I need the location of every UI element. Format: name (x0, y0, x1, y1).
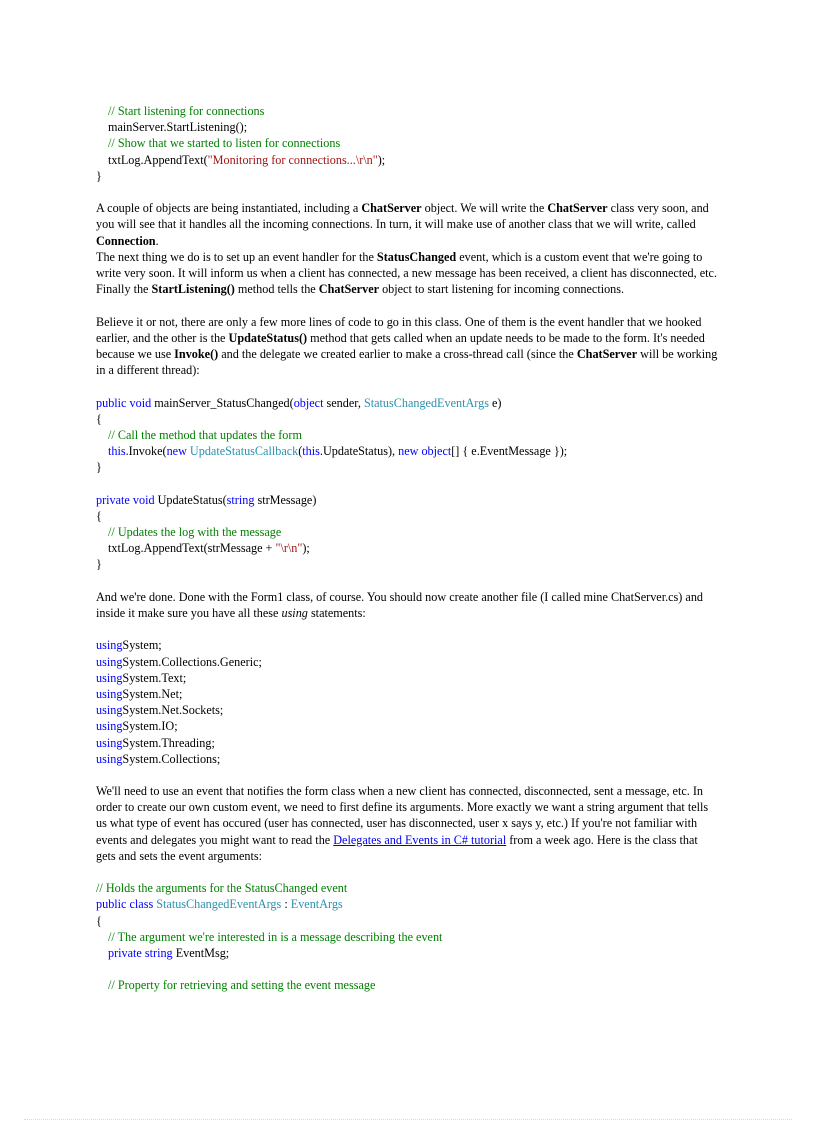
code-text: ); (377, 152, 386, 167)
code-comment: // Property for retrieving and setting the event message (108, 978, 376, 993)
using-line: usingSystem.Collections.Generic; (96, 654, 262, 669)
code-line: txtLog.AppendText(strMessage + "\r\n"); (108, 541, 310, 556)
paragraph-done: And we're done. Done with the Form1 class, of course. You should now create another file (I called mine ChatServer.cs) and inside it make sure you have all these using statements: (96, 589, 704, 620)
code-string: "Monitoring for connections...\r\n" (207, 152, 378, 167)
using-line: usingSystem.Net.Sockets; (96, 703, 224, 718)
code-brace: { (96, 913, 102, 928)
paragraph-update-status: Believe it or not, there are only a few more lines of code to go in this class. One of them is the event handler that we hooked earlier, and the other is the UpdateStatus() method that gets called when an update needs to be made to the form. It's needed because we use Invoke() and the delegate we created earlier to make a cross-thread call (since the ChatServer will be working in a different thread): (96, 314, 718, 378)
code-comment: // Start listening for connections (108, 104, 265, 118)
code-text: txtLog.AppendText( (108, 152, 208, 167)
using-line: usingSystem.Collections; (96, 751, 221, 766)
code-line: private void UpdateStatus(string strMessage) (96, 492, 317, 507)
code-brace: { (96, 411, 102, 426)
paragraph-event-handler: The next thing we do is to set up an event handler for the StatusChanged event, which is a custom event that we're going to write very soon. It will inform us when a client has connected, a new message has been received, a client has disconnected, etc. (96, 249, 717, 280)
code-comment: // The argument we're interested in is a message describing the event (108, 929, 443, 944)
paragraph-objects: A couple of objects are being instantiated, including a ChatServer object. We will write the ChatServer class very soon, and you will see that it handles all the incoming connections. In turn, it will make use of another class that we will write, called Connection. (96, 201, 709, 248)
delegates-tutorial-link[interactable]: Delegates and Events in C# tutorial (333, 832, 507, 847)
using-line: usingSystem.IO; (96, 719, 178, 734)
code-brace: } (96, 460, 102, 475)
document-content (96, 103, 720, 994)
paragraph-custom-event: We'll need to use an event that notifies the form class when a new client has connected, disconnected, sent a message, etc. In order to create our own custom event, we need to first define its arguments. More exactly we want a string argument that tells us what type of event has occured (user has connected, user has disconnected, user x says y, etc.) If you're not familiar with events and delegates you might want to read the Delegates and Events in C# tutorial from a week ago. Here is the class that gets and sets the event arguments: (96, 784, 709, 863)
code-brace: { (96, 508, 102, 523)
code-line (96, 152, 720, 168)
code-comment: // Holds the arguments for the StatusChanged event (96, 881, 348, 896)
code-line: public void mainServer_StatusChanged(object sender, StatusChangedEventArgs e) (96, 395, 502, 410)
paragraph-start-listening: Finally the StartListening() method tells the ChatServer object to start listening for incoming connections. (96, 282, 625, 297)
using-list (96, 637, 720, 767)
using-line: usingSystem.Net; (96, 686, 183, 701)
code-line: this.Invoke(new UpdateStatusCallback(this.UpdateStatus), new object[] { e.EventMessage }); (108, 444, 568, 459)
code-brace: } (96, 557, 102, 572)
code-line: public class StatusChangedEventArgs : EventArgs (96, 897, 343, 912)
using-line: usingSystem.Threading; (96, 735, 215, 750)
code-comment: // Updates the log with the message (108, 525, 282, 540)
page-bottom-rule (24, 1119, 792, 1120)
using-line: usingSystem; (96, 638, 162, 653)
code-comment: // Show that we started to listen for connections (108, 136, 341, 151)
using-line: usingSystem.Text; (96, 670, 187, 685)
code-brace: } (96, 168, 102, 183)
code-line: mainServer.StartListening(); (108, 120, 248, 135)
code-comment: // Call the method that updates the form (108, 427, 302, 442)
code-line: private string EventMsg; (108, 946, 230, 961)
